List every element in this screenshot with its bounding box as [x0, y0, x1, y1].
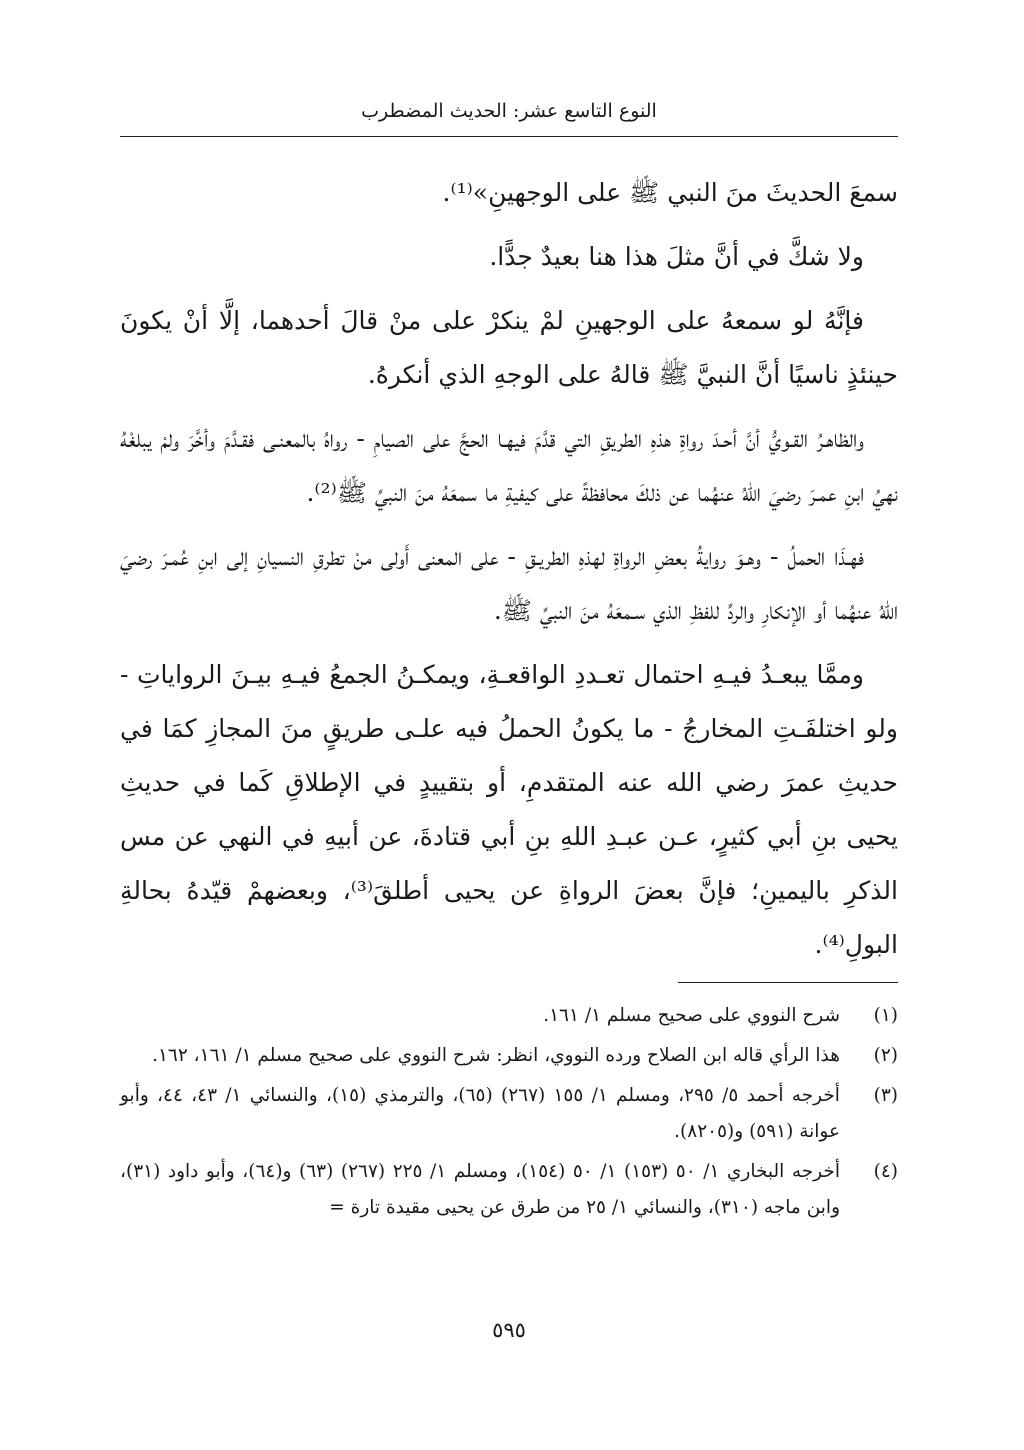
footnote — [120, 998, 898, 1034]
paragraph: فإنَّهُ لو سمعهُ على الوجهينِ لمْ ينكرْ على منْ قالَ أحدهما، إلَّا أنْ يكونَ حينئذٍ ناسيًا أنَّ النبيَّ ﷺ قالهُ على الوجهِ الذي أنكرهُ. — [120, 306, 898, 389]
footnote-text: شرح النووي على صحيح مسلم ١/ ١٦١. — [543, 1005, 840, 1026]
paragraph: وممَّا يبعـدُ فيـهِ احتمال تعـددِ الواقعـةِ، ويمكـنُ الجمعُ فيـهِ بيـنَ الرواياتِ - ولو اختلفَـتِ المخارجُ - ما يكونُ الحملُ فيه علـى طريقٍ منَ المجازِ كمَا في حديثِ عمرَ رضي الله عنه المتقدمِ، أو بتقييدٍ في الإطلاقِ كَما في حديثِ يحيى بنِ أبي كثيرٍ، عـن عبـدِ اللهِ بنِ أبي قتادةَ، عن أبيهِ في النهي عن مس الذكرِ باليمينِ؛ فإنَّ بعضَ الرواةِ عن يحيى أطلقَ⁽³⁾، وبعضهمْ قيّدهُ بحالةِ البولِ⁽⁴⁾. — [120, 660, 898, 959]
page-number: ٥٩٥ — [492, 1318, 526, 1342]
footnote-number: (٤) — [873, 1161, 898, 1182]
footnote — [120, 1154, 898, 1226]
paragraph: سمعَ الحديثَ منَ النبي ﷺ على الوجهينِ»⁽¹⁾. — [442, 178, 898, 207]
header-rule — [120, 136, 898, 137]
paragraph: والظاهـرُ القـويُّ أنَّ أحـدَ رواةِ هذهِ الطريقِ التي قدَّمَ فيهـا الحجَّ على الصيامِ - رواهُ بالمعنـى فقـدَّمَ وأخَّرَ ولمْ يبلغْهُ نهيُ ابنِ عمـرَ رضيَ اللهُ عنهُما عن ذلكَ محافظةً على كيفيةِ ما سمعَهُ منَ النبيِّ ﷺ⁽²⁾. — [120, 424, 898, 507]
paragraph: فهـذَا الحملُ - وهـوَ روايةُ بعضِ الرواةِ لهذهِ الطريـقِ - على المعنى أَولى منْ تطرقِ النسيانِ إلى ابنِ عُمـرَ رضيَ اللهُ عنهُما أو الإنكارِ والردِّ للفظِ الذي سـمعَهُ منَ النبيِّ ﷺ. — [120, 542, 898, 625]
footnote-number: (٢) — [873, 1045, 898, 1066]
footnotes — [120, 998, 898, 1230]
footnote-text: هذا الرأي قاله ابن الصلاح ورده النووي، انظر: شرح النووي على صحيح مسلم ١/ ١٦١، ١٦٢. — [152, 1045, 840, 1066]
footnote — [120, 1038, 898, 1074]
body-text — [120, 166, 898, 982]
footnote — [120, 1078, 898, 1150]
footnote-text: أخرجه أحمد ٥/ ٢٩٥، ومسلم ١/ ١٥٥ (٢٦٧) (٦٥)، والترمذي (١٥)، والنسائي ١/ ٤٣، ٤٤، وأبو عوانة (٥٩١) و(٨٢٠٥). — [120, 1085, 840, 1142]
footnote-number: (١) — [873, 1005, 898, 1026]
footnote-text: أخرجه البخاري ١/ ٥٠ (١٥٣) ١/ ٥٠ (١٥٤)، ومسلم ١/ ٢٢٥ (٢٦٧) (٦٣) و(٦٤)، وأبو داود (٣١)، وابن ماجه (٣١٠)، والنسائي ١/ ٢٥ من طرق عن يحيى مقيدة تارة = — [120, 1161, 840, 1218]
footnote-number: (٣) — [873, 1085, 898, 1106]
paragraph: ولا شكَّ في أنَّ مثلَ هذا هنا بعيدٌ جدًّا. — [489, 242, 864, 271]
running-head: النوع التاسع عشر: الحديث المضطرب — [361, 100, 657, 122]
footnote-separator — [678, 982, 898, 983]
